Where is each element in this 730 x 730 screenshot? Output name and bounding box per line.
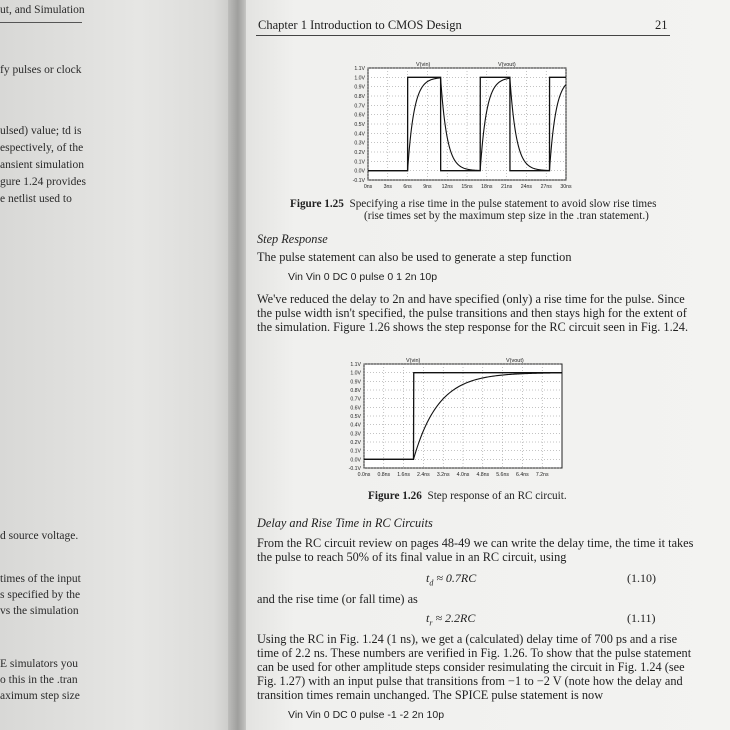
- eq1-subscript: d: [429, 578, 434, 588]
- equation-1-11: $t_r \approx 2.2RC$: [426, 611, 476, 628]
- y-tick-label: 0.7V: [354, 103, 365, 110]
- delay-section-heading: Delay and Rise Time in RC Circuits: [257, 516, 433, 530]
- x-tick-label: 2.4ns: [417, 472, 430, 478]
- y-tick-label: 0.0V: [354, 168, 365, 175]
- figure-1-26-plot: [334, 354, 580, 484]
- delay-para1-line: From the RC circuit review on pages 48-49 we can write the delay time, the time it takes: [257, 536, 694, 550]
- delay-para2-line: transition times remain unchanged. The SPICE pulse statement is now: [257, 688, 604, 702]
- figure-1-25-caption-text: Specifying a rise time in the pulse statement to avoid slow rise times: [349, 198, 657, 210]
- x-tick-label: 5.6ns: [496, 472, 509, 478]
- x-tick-label: 18ns: [481, 184, 493, 190]
- y-tick-label: 0.3V: [350, 431, 361, 438]
- y-tick-label: 0.0V: [350, 457, 361, 464]
- y-tick-label: -0.1V: [348, 466, 361, 472]
- step-response-para-line: We've reduced the delay to 2n and have specified (only) a rise time for the pulse. Since: [257, 292, 685, 306]
- legend-vout: V(vout): [498, 62, 516, 68]
- delay-para2-line: time of 2.2 ns. These numbers are verified in Fig. 1.26. To show that the pulse statement: [257, 646, 692, 660]
- equation-1-10-number: (1.10): [627, 571, 656, 585]
- left-header-rule: [0, 22, 82, 23]
- y-tick-label: 0.5V: [350, 414, 361, 420]
- left-line: e netlist used to: [0, 193, 72, 205]
- delay-between-text: and the rise time (or fall time) as: [257, 592, 418, 606]
- x-tick-label: 4.0ns: [456, 472, 470, 478]
- delay-para2-line: Using the RC in Fig. 1.24 (1 ns), we get a (calculated) delay time of 700 ps and a rise: [257, 632, 678, 646]
- y-tick-label: 1.0V: [354, 75, 365, 82]
- left-line: ansient simulation: [0, 159, 85, 171]
- x-tick-label: 12ns: [441, 184, 453, 190]
- x-tick-label: 24ns: [520, 184, 533, 190]
- figure-1-26-caption: [368, 490, 567, 502]
- step-response-para-line: the pulse width isn't specified, the pulse transitions and then stays high for the extent of: [257, 306, 687, 320]
- y-tick-label: 0.1V: [350, 448, 361, 455]
- y-tick-label: 1.0V: [350, 370, 361, 377]
- step-response-para-line: the simulation. Figure 1.26 shows the step response for the RC circuit seen in Fig. 1.24.: [257, 320, 689, 334]
- y-tick-label: 0.6V: [350, 405, 361, 412]
- x-tick-label: 0.8ns: [377, 472, 391, 478]
- x-tick-label: 4.8ns: [476, 472, 490, 478]
- eq2-subscript: r: [429, 618, 433, 628]
- left-line: fy pulses or clock: [0, 64, 82, 76]
- left-page: [0, 0, 232, 730]
- figure-1-25-label: Figure 1.25: [290, 198, 344, 210]
- x-tick-label: 6.4ns: [516, 472, 529, 478]
- y-tick-label: 0.2V: [354, 150, 365, 156]
- left-line: s specified by the: [0, 589, 81, 601]
- delay-para2-line: can be used for other amplitude steps consider resimulating the circuit in Fig. 1.24 (see: [257, 660, 685, 674]
- left-line: d source voltage.: [0, 530, 79, 542]
- left-line: aximum step size: [0, 690, 80, 702]
- delay-code: Vin Vin 0 DC 0 pulse -1 -2 2n 10p: [288, 709, 445, 721]
- figure-1-25-plot: [338, 58, 578, 194]
- figure-1-25-caption-line2: (rise times set by the maximum step size in the .tran statement.): [364, 210, 649, 222]
- y-tick-label: 1.1V: [354, 66, 365, 72]
- x-tick-label: 21ns: [500, 184, 513, 190]
- delay-para2-line: Fig. 1.27) with an input pulse that transitions from −1 to −2 V (note how the delay and: [257, 674, 683, 688]
- header-rule: [256, 35, 670, 36]
- left-line: vs the simulation: [0, 605, 79, 617]
- left-line: gure 1.24 provides: [0, 176, 86, 188]
- left-line: times of the input: [0, 573, 81, 585]
- figure-1-26-label: Figure 1.26: [368, 490, 422, 502]
- left-line: o this in the .tran: [0, 674, 78, 686]
- legend-vout: V(vout): [506, 358, 524, 364]
- x-tick-label: 0.0ns: [357, 472, 371, 478]
- y-tick-label: 0.8V: [354, 94, 365, 100]
- step-response-code: Vin Vin 0 DC 0 pulse 0 1 2n 10p: [288, 271, 438, 283]
- page-number: 21: [655, 18, 668, 32]
- y-tick-label: 0.3V: [354, 140, 365, 147]
- legend-vin: V(vin): [416, 62, 431, 68]
- equation-1-11-number: (1.11): [627, 611, 656, 625]
- y-tick-label: 0.4V: [354, 131, 365, 138]
- x-tick-label: 15ns: [461, 184, 473, 190]
- y-tick-label: 0.9V: [350, 379, 361, 386]
- y-tick-label: 0.5V: [354, 122, 365, 128]
- step-response-intro: The pulse statement can also be used to generate a step function: [257, 250, 572, 264]
- x-tick-label: 1.6ns: [397, 472, 410, 478]
- y-tick-label: 0.1V: [354, 159, 365, 166]
- left-header-fragment: ut, and Simulation: [0, 4, 85, 16]
- left-line: ulsed) value; td is: [0, 125, 82, 137]
- y-tick-label: 0.8V: [350, 388, 361, 394]
- x-tick-label: 27ns: [540, 184, 552, 190]
- x-tick-label: 9ns: [423, 184, 432, 190]
- x-tick-label: 6ns: [403, 184, 412, 190]
- y-tick-label: 0.2V: [350, 440, 361, 446]
- delay-para1-line: the pulse to reach 50% of its final value in an RC circuit, using: [257, 550, 567, 564]
- x-tick-label: 7.2ns: [535, 472, 549, 478]
- step-response-heading: Step Response: [257, 232, 328, 246]
- y-tick-label: 0.7V: [350, 396, 361, 403]
- chapter-running-head: Chapter 1 Introduction to CMOS Design: [258, 18, 462, 32]
- figure-1-25-caption-line1: [290, 198, 656, 210]
- figure-1-26-caption-text: Step response of an RC circuit.: [427, 490, 567, 502]
- left-line: espectively, of the: [0, 142, 84, 154]
- y-tick-label: 0.4V: [350, 422, 361, 429]
- x-tick-label: 3ns: [383, 184, 392, 190]
- legend-vin: V(vin): [406, 358, 421, 364]
- x-tick-label: 3.2ns: [436, 472, 450, 478]
- left-line: E simulators you: [0, 658, 78, 670]
- x-tick-label: 0ns: [363, 184, 373, 190]
- y-tick-label: -0.1V: [352, 178, 365, 184]
- equation-1-10: $t_d \approx 0.7RC$: [426, 571, 477, 588]
- y-tick-label: 1.1V: [350, 362, 361, 368]
- x-tick-label: 30ns: [560, 184, 572, 190]
- y-tick-label: 0.9V: [354, 84, 365, 91]
- y-tick-label: 0.6V: [354, 112, 365, 119]
